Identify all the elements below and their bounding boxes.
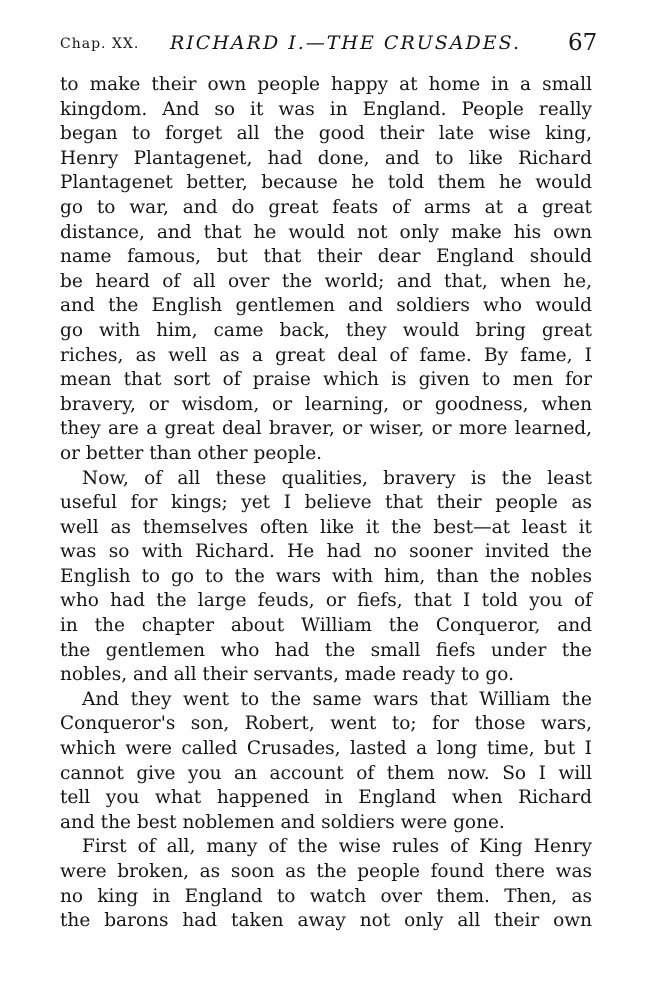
text-line: was so with Richard. He had no sooner invited the [60,541,592,563]
text-line: which were called Crusades, lasted a long time, but I [60,738,592,760]
text-line: they are a great deal braver, or wiser, or more learned, [60,418,592,440]
text-line: in the chapter about William the Conqueror, and [60,615,592,637]
paragraph-first-line: And they went to the same wars that William the [82,688,592,710]
text-line: distance, and that he would not only make his own [60,221,592,243]
text-line: go to war, and do great feats of arms at a great [60,196,592,218]
text-line: Henry Plantagenet, had done, and to like Richard [60,147,592,169]
text-line: useful for kings; yet I believe that their people as [60,492,592,514]
paragraph-last-line: and the best noblemen and soldiers were gone. [60,811,505,833]
paragraph-last-line: or better than other people. [60,442,323,464]
text-line: to make their own people happy at home in a small [60,74,592,95]
running-title: RICHARD I.—THE CRUSADES. [170,32,521,54]
text-line: bravery, or wisdom, or learning, or goodness, when [60,393,592,415]
text-line: English to go to the wars with him, than the nobles [60,565,592,587]
paragraph-first-line: First of all, many of the wise rules of King Henry [82,836,592,858]
text-line: the gentlemen who had the small fiefs under the [60,639,592,661]
text-line: well as themselves often like it the best—at least it [60,516,592,538]
text-line: the barons had taken away not only all their own [60,910,592,932]
running-header [0,26,667,62]
text-line: cannot give you an account of them now. So I will [60,762,592,784]
text-line: go with him, came back, they would bring great [60,319,592,341]
text-line: be heard of all over the world; and that, when he, [60,270,592,292]
text-line: began to forget all the good their late wise king, [60,123,592,145]
body-text [60,73,592,934]
text-line: riches, as well as a great deal of fame. By fame, I [60,344,592,366]
paragraph-last-line: nobles, and all their servants, made ready to go. [60,664,514,686]
text-line: tell you what happened in England when Richard [60,787,592,809]
paragraph-first-line: Now, of all these qualities, bravery is the least [82,467,592,489]
text-line: Plantagenet better, because he told them he would [60,172,592,194]
page-number: 67 [568,30,598,56]
text-line: mean that sort of praise which is given to men for [60,369,592,391]
text-line: were broken, as soon as the people found there was [60,861,592,882]
text-line: name famous, but that their dear England should [60,246,592,268]
text-line: and the English gentlemen and soldiers who would [60,295,592,317]
text-line: no king in England to watch over them. Then, as [60,885,592,907]
text-line: Conqueror's son, Robert, went to; for those wars, [60,713,592,735]
text-line: who had the large feuds, or fiefs, that I told you of [60,590,592,612]
chapter-label: Chap. XX. [60,36,140,52]
text-line: kingdom. And so it was in England. People really [60,98,592,120]
